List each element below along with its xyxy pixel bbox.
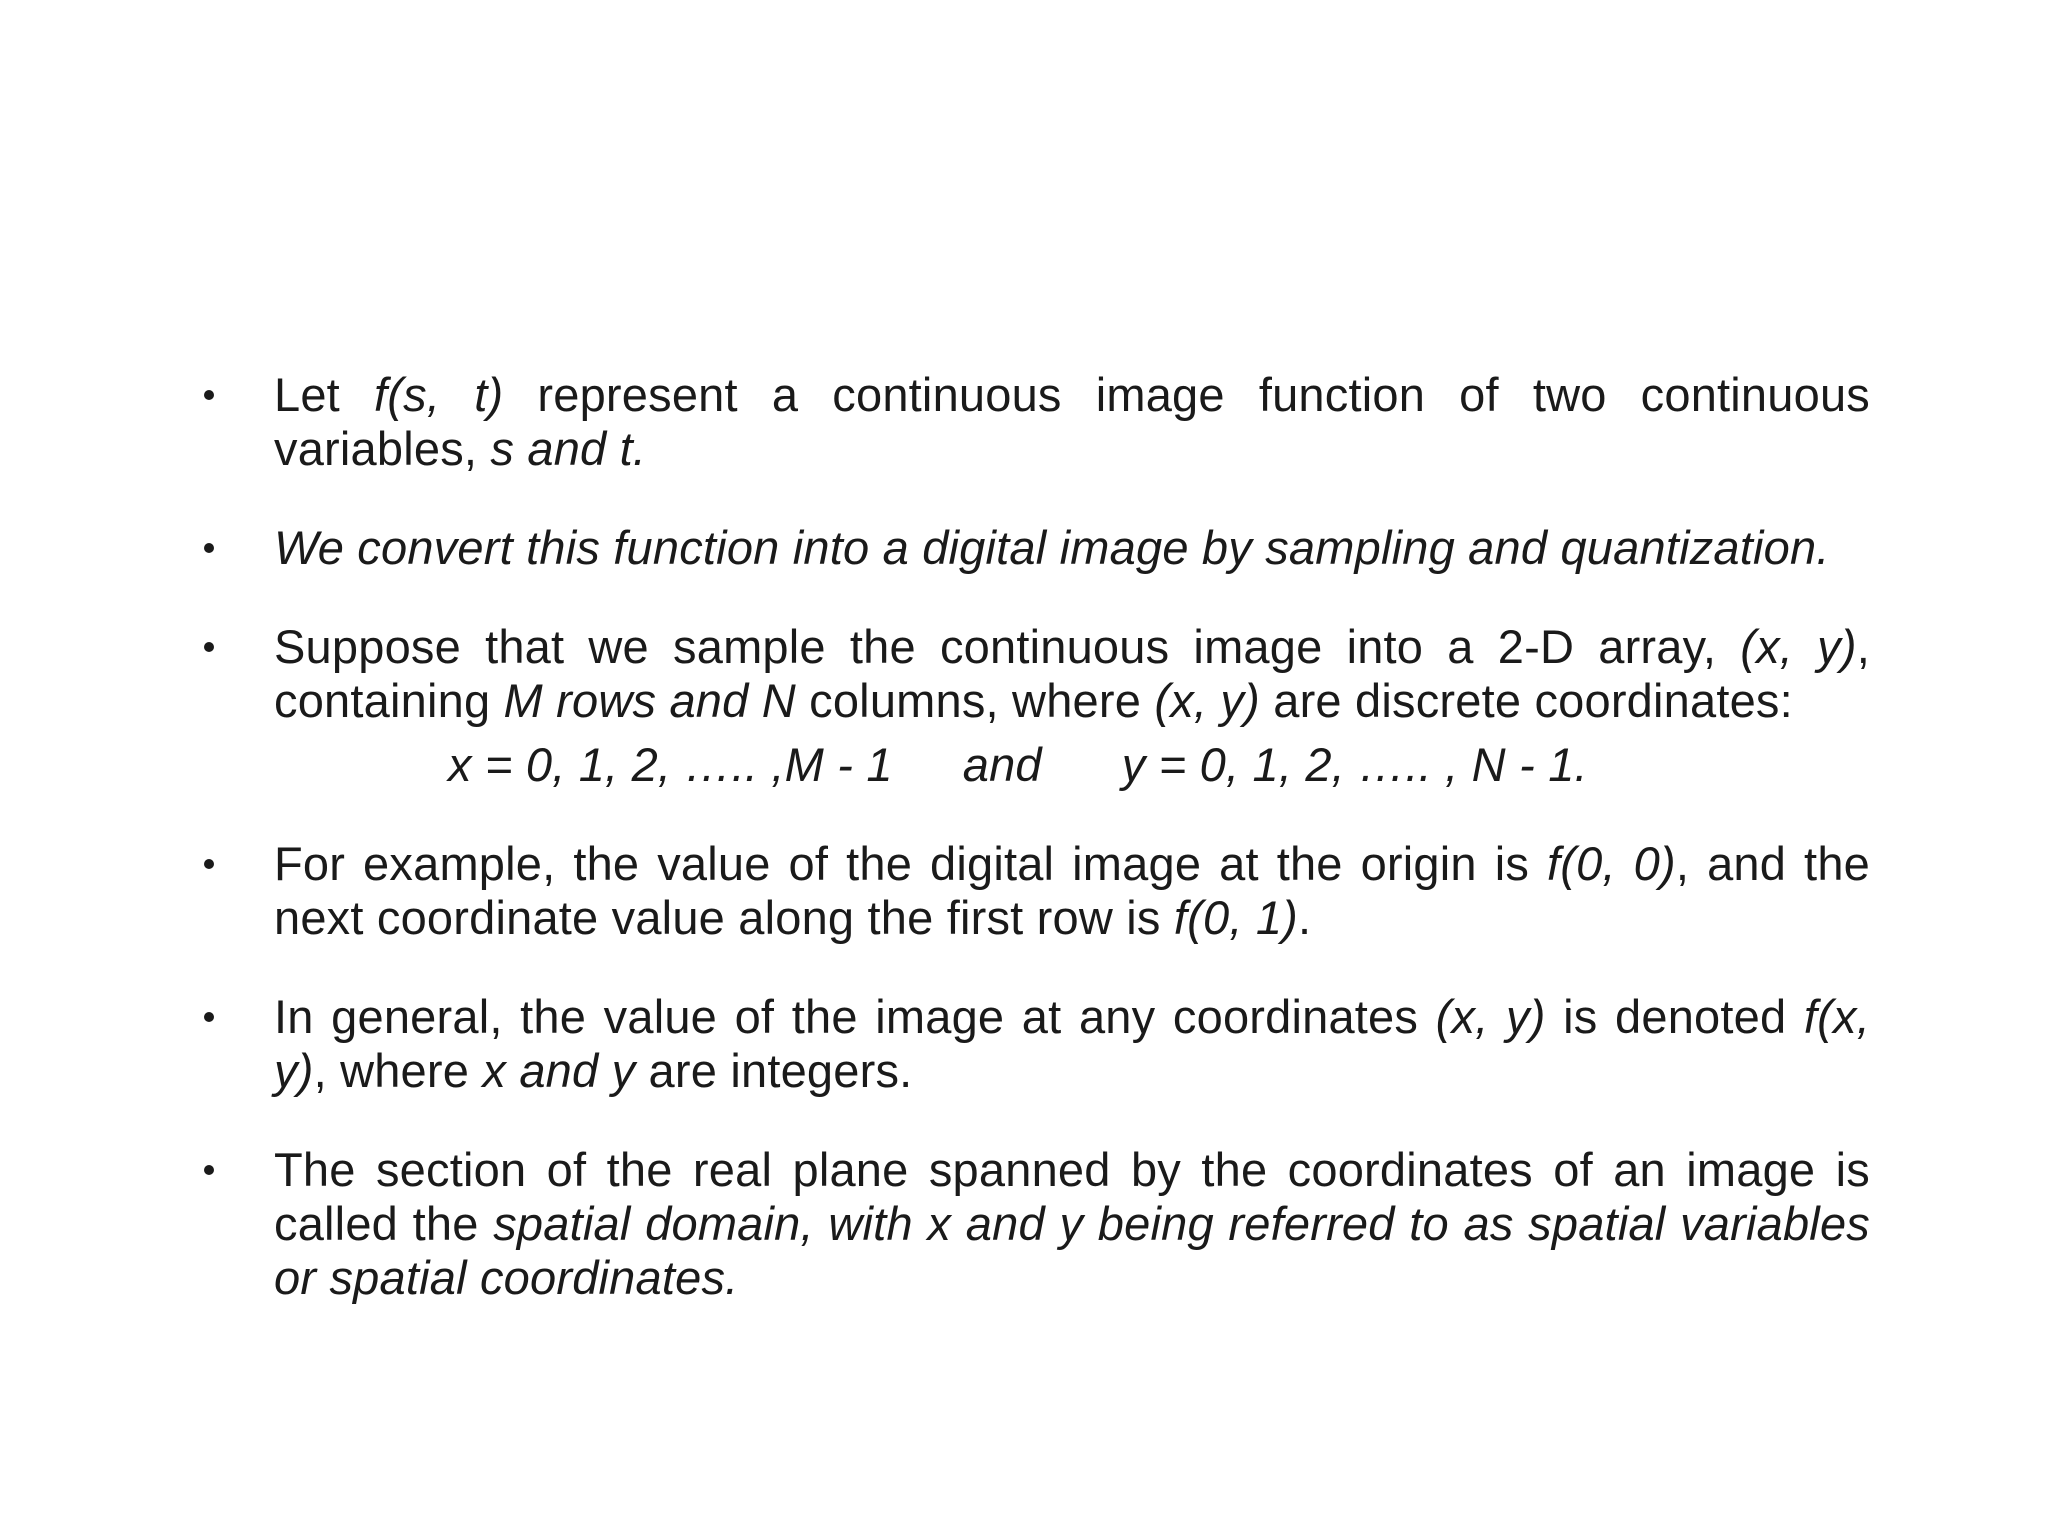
bullet-text-3: Suppose that we sample the continuous image into a 2-D array, (x, y), containing M rows and N columns, where (x, y) are discrete coordinates: bbox=[274, 620, 1870, 727]
bullet-item-5 bbox=[200, 990, 1870, 1098]
bullet-item-3 bbox=[200, 620, 1870, 792]
bullet-dot-icon bbox=[204, 390, 214, 400]
bullet-list bbox=[200, 368, 1870, 1350]
bullet-dot-icon bbox=[204, 1012, 214, 1022]
formula-y-range: y = 0, 1, 2, ….. , N - 1. bbox=[1121, 738, 1588, 791]
bullet-text-1: Let f(s, t) represent a continuous image function of two continuous variables, s and t. bbox=[274, 368, 1870, 475]
bullet-dot-icon bbox=[204, 859, 214, 869]
bullet-item-6 bbox=[200, 1143, 1870, 1305]
bullet-item-2 bbox=[200, 521, 1870, 575]
formula-x-range: x = 0, 1, 2, ….. ,M - 1 bbox=[448, 738, 893, 791]
formula-and: and bbox=[962, 738, 1042, 791]
bullet-item-4 bbox=[200, 837, 1870, 945]
bullet-text-5: In general, the value of the image at any coordinates (x, y) is denoted f(x, y), where x and y are integers. bbox=[274, 990, 1870, 1097]
bullet-dot-icon bbox=[204, 543, 214, 553]
bullet-text-2: We convert this function into a digital image by sampling and quantization. bbox=[274, 521, 1830, 574]
coordinate-range-formula bbox=[274, 738, 1870, 792]
bullet-text-6: The section of the real plane spanned by the coordinates of an image is called the spatial domain, with x and y being referred to as spatial variables or spatial coordinates. bbox=[274, 1143, 1870, 1304]
bullet-item-1 bbox=[200, 368, 1870, 476]
bullet-dot-icon bbox=[204, 1165, 214, 1175]
bullet-text-4: For example, the value of the digital image at the origin is f(0, 0), and the next coordinate value along the first row is f(0, 1). bbox=[274, 837, 1870, 944]
bullet-dot-icon bbox=[204, 642, 214, 652]
